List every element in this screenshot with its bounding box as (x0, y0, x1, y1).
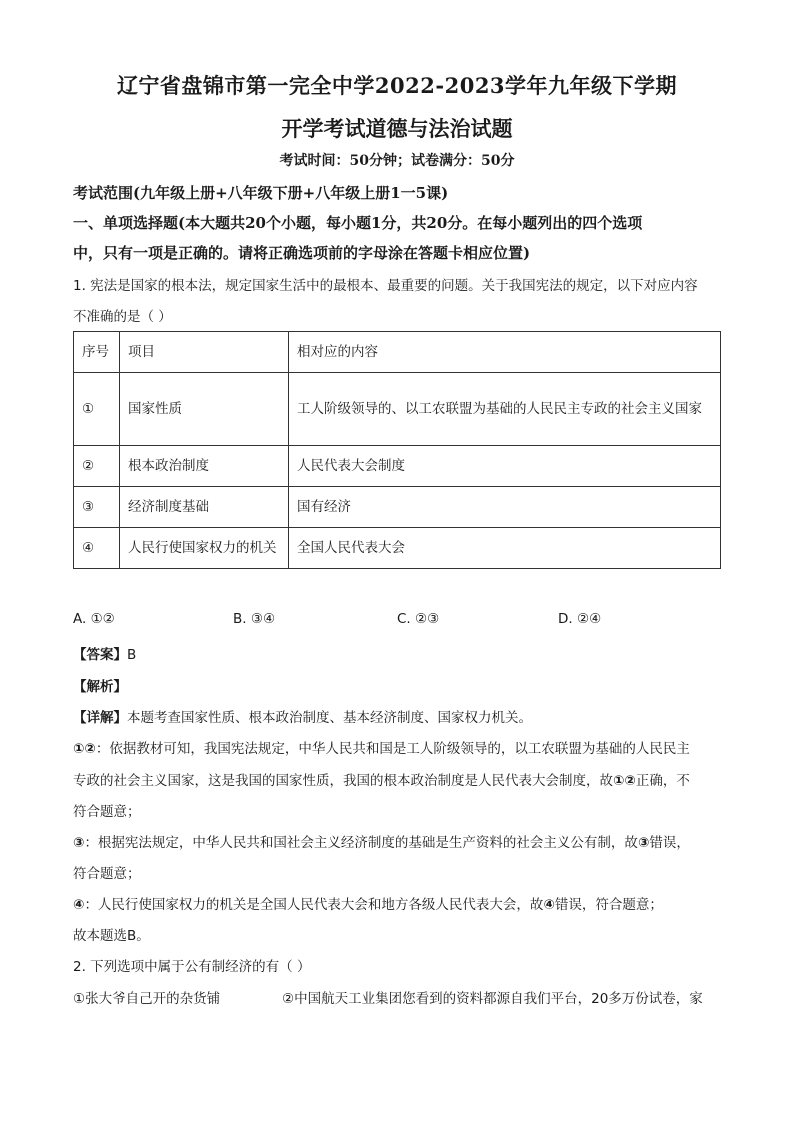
answer-line (73, 643, 136, 663)
table-cell-no: ② (74, 446, 120, 487)
table-row (74, 528, 721, 569)
table-cell-no: ③ (74, 487, 120, 528)
analysis-label: 【解析】 (73, 679, 127, 695)
table-cell-item: 根本政治制度 (120, 446, 289, 487)
answer-value: B (127, 647, 137, 663)
explanation-1-marker: ①② (613, 773, 636, 789)
question2-option1: ①张大爷自己开的杂货铺 (73, 991, 221, 1007)
table-cell-content: 人民代表大会制度 (289, 446, 721, 487)
section-heading-line2: 中，只有一项是正确的。请将正确选项前的字母涂在答题卡相应位置) (73, 244, 531, 262)
table-cell-no: ④ (74, 528, 120, 569)
table-header-cell: 序号 (74, 332, 120, 373)
explanation-3-line1 (73, 893, 663, 913)
option-a: A. ①② (73, 611, 115, 627)
table-header-row (74, 332, 721, 373)
explanation-2-line2: 符合题意； (73, 866, 141, 882)
explanation-1-marker: ①② (73, 741, 96, 757)
exam-info: 考试时间：50分钟；试卷满分：50分 (279, 153, 515, 169)
option-d: D. ②④ (558, 611, 602, 627)
table-cell-no: ① (74, 373, 120, 446)
answer-label: 【答案】 (73, 647, 127, 663)
exam-title-line2: 开学考试道德与法治试题 (281, 116, 513, 141)
explanation-3-text: ：人民行使国家权力的机关是全国人民代表大会和地方各级人民代表大会，故 (84, 897, 544, 913)
detail-text: 本题考查国家性质、根本政治制度、基本经济制度、国家权力机关。 (127, 710, 532, 726)
analysis-line (73, 675, 127, 695)
question2-stem: 2. 下列选项中属于公有制经济的有（ ） (73, 959, 311, 975)
table-cell-content: 工人阶级领导的、以工农联盟为基础的人民民主专政的社会主义国家 (289, 373, 721, 446)
table-cell-item: 国家性质 (120, 373, 289, 446)
explanation-1-line1 (73, 737, 690, 757)
explanation-1-line3: 符合题意； (73, 804, 141, 820)
table-cell-content: 全国人民代表大会 (289, 528, 721, 569)
explanation-2-marker: ③ (73, 835, 85, 851)
detail-line (73, 706, 532, 726)
table-row (74, 373, 721, 446)
explanation-1-text: ：依据教材可知，我国宪法规定，中华人民共和国是工人阶级领导的，以工农联盟为基础的人民民主 (95, 741, 690, 757)
explanation-3-marker: ④ (543, 897, 555, 913)
section-heading-line1: 一、单项选择题(本大题共20个小题，每小题1分，共20分。在每小题列出的四个选项 (73, 214, 643, 232)
explanation-1-line2 (73, 769, 690, 789)
table-cell-item: 经济制度基础 (120, 487, 289, 528)
option-c: C. ②③ (397, 611, 440, 627)
explanation-2-line1 (73, 831, 690, 851)
explanation-3-marker: ④ (73, 897, 85, 913)
table-header-cell: 项目 (120, 332, 289, 373)
exam-title-line1: 辽宁省盘锦市第一完全中学2022-2023学年九年级下学期 (116, 73, 678, 98)
explanation-2-text: 错误， (649, 835, 690, 851)
option-b: B. ③④ (233, 611, 276, 627)
explanation-2-marker: ③ (637, 835, 650, 851)
question1-stem-line2: 不准确的是（ ） (73, 309, 172, 325)
table-row (74, 446, 721, 487)
explanation-3-line2: 故本题选B。 (73, 928, 150, 944)
constitution-table (73, 331, 721, 569)
explanation-2-text: ：根据宪法规定，中华人民共和国社会主义经济制度的基础是生产资料的社会主义公有制，故 (84, 835, 638, 851)
exam-scope: 考试范围(九年级上册+八年级下册+八年级上册1一5课) (73, 184, 449, 202)
detail-label: 【详解】 (73, 710, 127, 726)
explanation-1-text: 正确，不 (635, 773, 690, 789)
table-cell-item: 人民行使国家权力的机关 (120, 528, 289, 569)
explanation-1-text: 专政的社会主义国家，这是我国的国家性质，我国的根本政治制度是人民代表大会制度，故 (73, 773, 613, 789)
question2-option2: ②中国航天工业集团您看到的资料都源自我们平台，20多万份试卷，家 (282, 991, 703, 1007)
table-row (74, 487, 721, 528)
explanation-3-text: 错误，符合题意； (554, 897, 663, 913)
table-cell-content: 国有经济 (289, 487, 721, 528)
question1-stem-line1: 1. 宪法是国家的根本法，规定国家生活中的最根本、最重要的问题。关于我国宪法的规定，以下对应内容 (73, 278, 698, 294)
table-header-cell: 相对应的内容 (289, 332, 721, 373)
